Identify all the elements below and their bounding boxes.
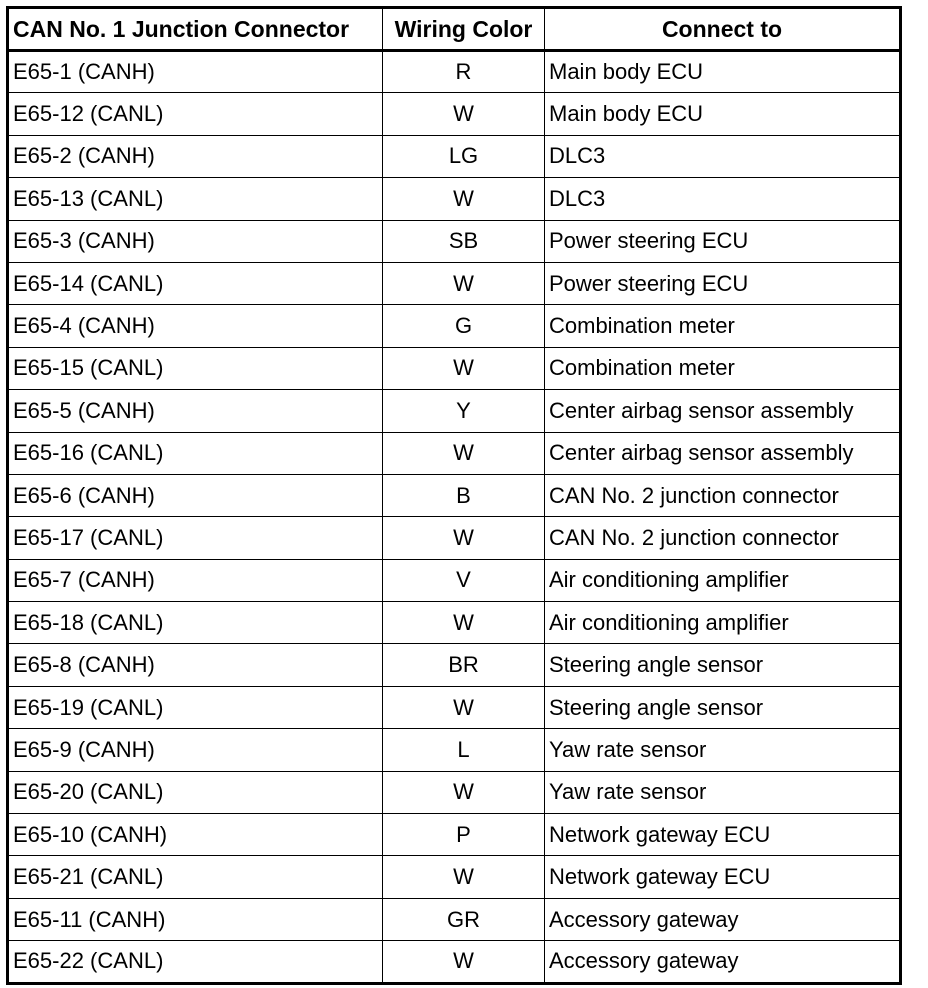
terminal-cell: E65-21 (CANL) [8, 856, 383, 898]
table-body [8, 51, 901, 984]
terminal-cell: E65-2 (CANH) [8, 135, 383, 177]
terminal-cell: E65-17 (CANL) [8, 517, 383, 559]
table-row [8, 686, 901, 728]
terminal-cell: E65-10 (CANH) [8, 814, 383, 856]
wiring-color-cell: BR [383, 644, 545, 686]
header-connect-to: Connect to [545, 8, 901, 51]
connect-to-cell: Network gateway ECU [545, 814, 901, 856]
terminal-cell: E65-5 (CANH) [8, 390, 383, 432]
table-row [8, 644, 901, 686]
header-wiring-color: Wiring Color [383, 8, 545, 51]
terminal-cell: E65-12 (CANL) [8, 93, 383, 135]
connect-to-cell: Power steering ECU [545, 262, 901, 304]
wiring-color-cell: W [383, 686, 545, 728]
connect-to-cell: DLC3 [545, 135, 901, 177]
wiring-color-cell: W [383, 178, 545, 220]
wiring-color-cell: W [383, 771, 545, 813]
table-row [8, 51, 901, 93]
table-row [8, 729, 901, 771]
table-row [8, 220, 901, 262]
connect-to-cell: CAN No. 2 junction connector [545, 474, 901, 516]
terminal-cell: E65-19 (CANL) [8, 686, 383, 728]
wiring-color-cell: L [383, 729, 545, 771]
table-header [8, 8, 901, 51]
wiring-color-cell: W [383, 432, 545, 474]
wiring-color-cell: B [383, 474, 545, 516]
table-row [8, 93, 901, 135]
terminal-cell: E65-9 (CANH) [8, 729, 383, 771]
wiring-color-cell: W [383, 347, 545, 389]
connect-to-cell: Main body ECU [545, 93, 901, 135]
wiring-color-cell: GR [383, 898, 545, 940]
wiring-color-cell: W [383, 517, 545, 559]
connect-to-cell: Steering angle sensor [545, 686, 901, 728]
connect-to-cell: Center airbag sensor assembly [545, 390, 901, 432]
terminal-cell: E65-16 (CANL) [8, 432, 383, 474]
wiring-color-cell: P [383, 814, 545, 856]
wiring-color-cell: V [383, 559, 545, 601]
terminal-cell: E65-18 (CANL) [8, 602, 383, 644]
table-row [8, 771, 901, 813]
terminal-cell: E65-4 (CANH) [8, 305, 383, 347]
connect-to-cell: Air conditioning amplifier [545, 559, 901, 601]
table-row [8, 432, 901, 474]
table-row [8, 941, 901, 983]
wiring-color-cell: SB [383, 220, 545, 262]
wiring-color-cell: Y [383, 390, 545, 432]
terminal-cell: E65-6 (CANH) [8, 474, 383, 516]
wiring-color-cell: W [383, 93, 545, 135]
connect-to-cell: Power steering ECU [545, 220, 901, 262]
table-row [8, 262, 901, 304]
table-row [8, 856, 901, 898]
wiring-color-cell: W [383, 856, 545, 898]
table-row [8, 474, 901, 516]
connect-to-cell: Accessory gateway [545, 941, 901, 983]
terminal-cell: E65-14 (CANL) [8, 262, 383, 304]
connect-to-cell: DLC3 [545, 178, 901, 220]
wiring-color-cell: W [383, 262, 545, 304]
header-junction-connector: CAN No. 1 Junction Connector [8, 8, 383, 51]
table-row [8, 898, 901, 940]
terminal-cell: E65-15 (CANL) [8, 347, 383, 389]
can-junction-table [6, 6, 902, 985]
wiring-color-cell: G [383, 305, 545, 347]
connect-to-cell: CAN No. 2 junction connector [545, 517, 901, 559]
table-row [8, 135, 901, 177]
terminal-cell: E65-8 (CANH) [8, 644, 383, 686]
connect-to-cell: Steering angle sensor [545, 644, 901, 686]
terminal-cell: E65-7 (CANH) [8, 559, 383, 601]
terminal-cell: E65-20 (CANL) [8, 771, 383, 813]
table-row [8, 559, 901, 601]
connect-to-cell: Yaw rate sensor [545, 729, 901, 771]
table-row [8, 305, 901, 347]
terminal-cell: E65-13 (CANL) [8, 178, 383, 220]
connect-to-cell: Main body ECU [545, 51, 901, 93]
table-row [8, 178, 901, 220]
connect-to-cell: Center airbag sensor assembly [545, 432, 901, 474]
header-row [8, 8, 901, 51]
connect-to-cell: Combination meter [545, 347, 901, 389]
connect-to-cell: Accessory gateway [545, 898, 901, 940]
terminal-cell: E65-3 (CANH) [8, 220, 383, 262]
connect-to-cell: Network gateway ECU [545, 856, 901, 898]
table-row [8, 814, 901, 856]
table-row [8, 517, 901, 559]
table-row [8, 602, 901, 644]
connect-to-cell: Yaw rate sensor [545, 771, 901, 813]
table-row [8, 347, 901, 389]
wiring-color-cell: R [383, 51, 545, 93]
terminal-cell: E65-1 (CANH) [8, 51, 383, 93]
wiring-color-cell: LG [383, 135, 545, 177]
wiring-color-cell: W [383, 602, 545, 644]
wiring-color-cell: W [383, 941, 545, 983]
terminal-cell: E65-11 (CANH) [8, 898, 383, 940]
connect-to-cell: Combination meter [545, 305, 901, 347]
table-row [8, 390, 901, 432]
connect-to-cell: Air conditioning amplifier [545, 602, 901, 644]
terminal-cell: E65-22 (CANL) [8, 941, 383, 983]
